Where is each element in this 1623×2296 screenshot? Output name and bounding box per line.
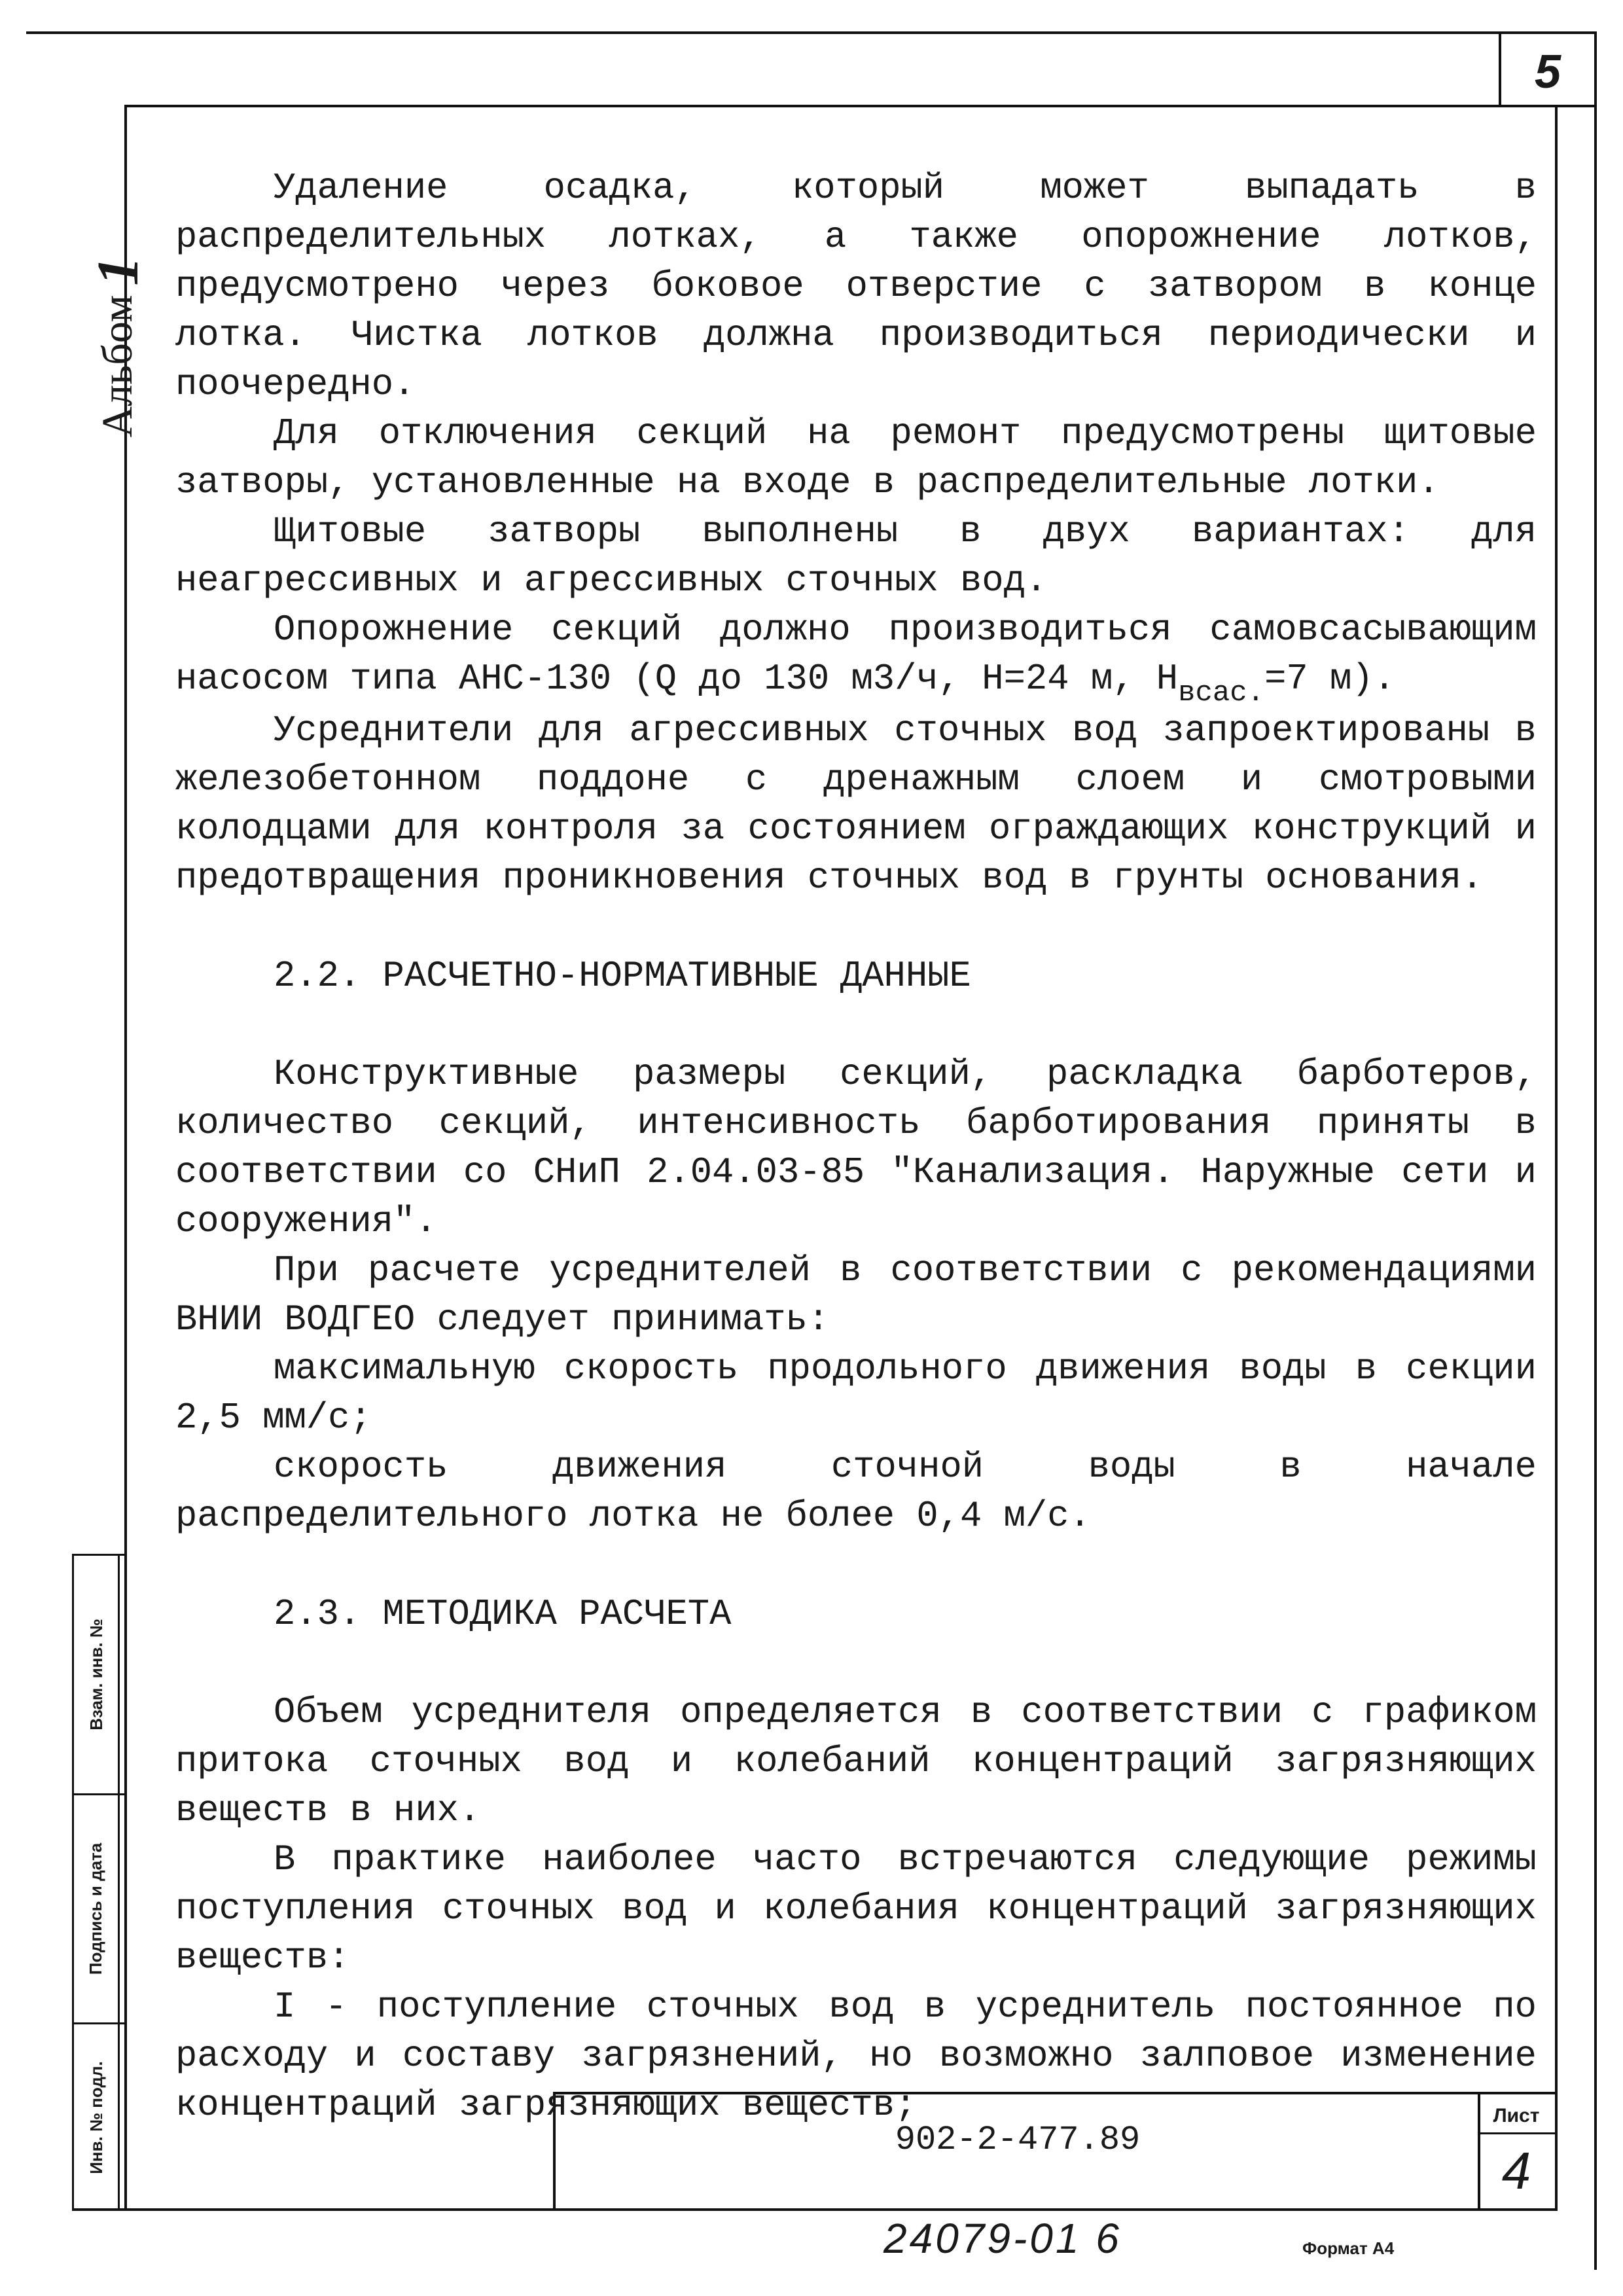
paragraph: В практике наиболее часто встречаются следующие режимы поступления сточных вод и колебания концентраций загрязняющих веществ: xyxy=(175,1839,1537,1979)
album-number: 1 xyxy=(85,256,151,286)
subscript-text: всас. xyxy=(1178,677,1265,709)
section-heading-2-3: 2.3. МЕТОДИКА РАСЧЕТА xyxy=(274,1594,732,1635)
paragraph: Щитовые затворы выполнены в двух вариантах: для неагрессивных и агрессивных сточных вод. xyxy=(175,511,1537,601)
paragraph: Удаление осадка, который может выпадать в распределительных лотках, а также опорожнение лотков, предусмотрено через боковое отверстие с затвором в конце лотка. Чистка лотков должна производиться периодически и поочередно. xyxy=(175,168,1537,405)
frame-bottom-line xyxy=(72,2208,1558,2211)
archive-code: 24079-01 6 xyxy=(883,2215,1122,2262)
paragraph: Для отключения секций на ремонт предусмотрены щитовые затворы, установленные на входе в распределительные лотки. xyxy=(175,413,1537,503)
document-code: 902-2-477.89 xyxy=(895,2121,1141,2159)
pump-text: Опорожнение секций должно производиться самовсасывающим насосом типа АНС-130 (Q до 130 м3/ч, Н=24 м, Н xyxy=(175,609,1537,700)
section-heading-2-2: 2.2. РАСЧЕТНО-НОРМАТИВНЫЕ ДАННЫЕ xyxy=(274,956,971,997)
pump-paragraph xyxy=(175,605,1537,709)
side-stamp-vzam: Взам. инв. № xyxy=(86,1619,106,1731)
paragraph: скорость движения сточной воды в начале распределительного лотка не более 0,4 м/с. xyxy=(175,1446,1537,1537)
top-border-line xyxy=(26,31,1597,34)
format-label: Формат А4 xyxy=(1302,2238,1395,2258)
paragraph: При расчете усреднителей в соответствии с рекомендациями ВНИИ ВОДГЕО следует принимать: xyxy=(175,1250,1537,1340)
sheet-label: Лист xyxy=(1493,2105,1540,2126)
frame-top-line xyxy=(124,105,1594,107)
paragraph: Конструктивные размеры секций, раскладка барботеров, количество секций, интенсивность барботирования приняты в соответствии со СНиП 2.04.03-85 "Канализация. Наружные сети и сооружения". xyxy=(175,1054,1537,1242)
paragraph: I - поступление сточных вод в усреднитель постоянное по расходу и составу загрязнений, но возможно залповое изменение концентраций загрязняющих веществ; xyxy=(175,1986,1537,2126)
document-body xyxy=(175,164,1537,2130)
paragraph: Объем усреднителя определяется в соответствии с графиком притока сточных вод и колебаний концентраций загрязняющих веществ в них. xyxy=(175,1692,1537,1831)
album-label xyxy=(85,249,151,445)
title-block-sheet-divider-line xyxy=(1478,2132,1556,2134)
corner-box-left-line xyxy=(1499,31,1501,107)
sheet-number: 4 xyxy=(1501,2142,1531,2200)
pump-end: =7 м). xyxy=(1264,658,1395,700)
paragraph: максимальную скорость продольного движения воды в секции 2,5 мм/с; xyxy=(175,1348,1537,1439)
side-stamp-podpis: Подпись и дата xyxy=(86,1842,106,1975)
side-stamp-inv: Инв. № подл. xyxy=(86,2061,106,2174)
corner-box-right-line xyxy=(1594,31,1597,2270)
paragraph: Усреднители для агрессивных сточных вод запроектированы в железобетонном поддоне с дренажным слоем и смотровыми колодцами для контроля за состоянием ограждающих конструкций и предотвращения проникновения сточных вод в грунты основания. xyxy=(175,710,1537,899)
page-number: 5 xyxy=(1534,46,1561,98)
album-text: Альбом xyxy=(94,295,141,438)
frame-right-line xyxy=(1555,105,1558,2211)
